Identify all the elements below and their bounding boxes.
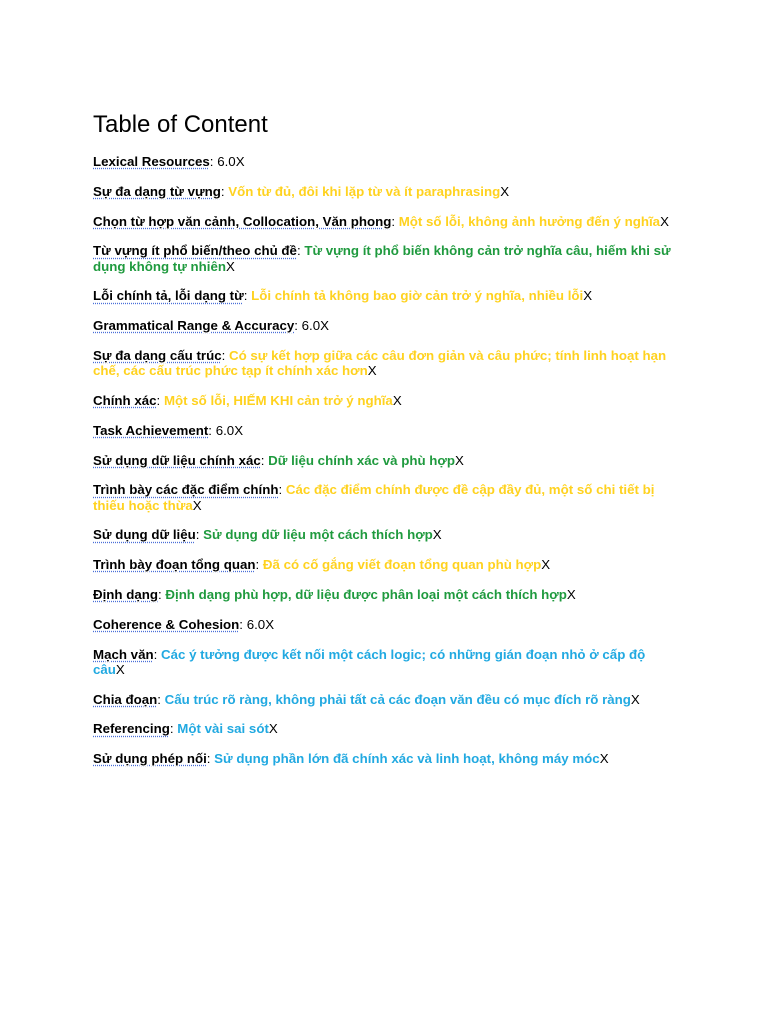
criterion-row	[93, 393, 673, 408]
criterion-row	[93, 288, 673, 303]
criterion-row	[93, 527, 673, 542]
x-mark: X	[432, 527, 442, 543]
section-heading-row	[93, 318, 673, 333]
criterion-feedback: Một số lỗi, không ảnh hưởng đến ý nghĩa	[398, 213, 661, 229]
section-heading: Task Achievement	[93, 422, 209, 438]
document-page	[93, 110, 673, 781]
separator: :	[260, 452, 269, 468]
criterion-row	[93, 751, 673, 766]
separator: :	[391, 213, 399, 229]
separator: :	[294, 318, 302, 334]
criterion-label: Sự đa dạng từ vựng	[93, 183, 221, 199]
criterion-feedback: Các ý tưởng được kết nối một cách logic; có những gián đoạn nhỏ ở cấp độ câu	[93, 646, 646, 677]
criterion-label: Trình bày các đặc điểm chính	[93, 482, 279, 498]
criterion-feedback: Dữ liệu chính xác và phù hợp	[268, 452, 455, 468]
criterion-label: Chính xác	[93, 392, 157, 408]
x-mark: X	[630, 691, 640, 707]
criterion-feedback: Sử dụng phần lớn đã chính xác và linh hoạt, không máy móc	[214, 751, 600, 767]
section-score: 6.0	[301, 318, 321, 334]
section-score: 6.0	[215, 422, 235, 438]
criterion-feedback: Có sự kết hợp giữa các câu đơn giản và câu phức; tính linh hoạt hạn chế, các cấu trúc phức tạp ít chính xác hơn	[93, 347, 667, 379]
criterion-row	[93, 647, 673, 677]
x-mark: X	[367, 363, 377, 379]
criterion-row	[93, 721, 673, 736]
x-mark: X	[500, 183, 510, 199]
criterion-feedback: Vốn từ đủ, đôi khi lặp từ và ít paraphrasing	[228, 183, 501, 199]
criterion-row	[93, 243, 673, 273]
criterion-feedback: Từ vựng ít phổ biến không cản trở nghĩa câu, hiếm khi sử dụng không tự nhiên	[93, 243, 671, 274]
criteria-list	[93, 154, 673, 766]
section-heading-row	[93, 617, 673, 632]
criterion-row	[93, 184, 673, 199]
section-score: 6.0	[246, 616, 266, 632]
separator: :	[208, 422, 216, 438]
criterion-label: Sử dụng dữ liệu	[93, 527, 196, 543]
x-mark: X	[268, 721, 278, 737]
criterion-feedback: Cấu trúc rõ ràng, không phải tất cả các đoạn văn đều có mục đích rõ ràng	[164, 691, 631, 707]
criterion-row	[93, 692, 673, 707]
criterion-row	[93, 214, 673, 229]
x-mark: X	[454, 452, 464, 468]
separator: :	[278, 482, 286, 498]
section-heading: Lexical Resources	[93, 154, 210, 169]
criterion-label: Chọn từ hợp văn cảnh, Collocation, Văn phong	[93, 213, 392, 229]
criterion-label: Sử dụng dữ liệu chính xác	[93, 452, 261, 468]
section-score: 6.0	[217, 154, 236, 169]
separator: :	[156, 392, 164, 408]
x-mark: X	[234, 422, 244, 438]
separator: :	[153, 646, 161, 662]
criterion-label: Chia đoạn	[93, 691, 158, 707]
x-mark: X	[265, 616, 275, 632]
criterion-label: Lỗi chính tả, lỗi dạng từ	[93, 288, 244, 304]
x-mark: X	[225, 258, 235, 274]
separator: :	[195, 527, 204, 543]
separator: :	[221, 347, 229, 363]
separator: :	[209, 154, 218, 169]
criterion-feedback: Một số lỗi, HIẾM KHI cản trở ý nghĩa	[163, 392, 393, 408]
criterion-label: Trình bày đoạn tổng quan	[93, 557, 256, 573]
x-mark: X	[583, 288, 593, 304]
criterion-feedback: Lỗi chính tả không bao giờ cản trở ý nghĩa, nhiều lỗi	[251, 288, 584, 304]
x-mark: X	[320, 318, 330, 334]
separator: :	[296, 243, 305, 259]
page-title: Table of Content	[93, 111, 268, 138]
x-mark: X	[115, 661, 125, 677]
separator: :	[220, 183, 229, 199]
criterion-label: Referencing	[93, 721, 170, 737]
criterion-row	[93, 587, 673, 602]
section-heading-row	[93, 423, 673, 438]
section-heading: Grammatical Range & Accuracy	[93, 318, 295, 334]
separator: :	[158, 586, 166, 602]
criterion-label: Mạch văn	[93, 646, 154, 662]
criterion-row	[93, 453, 673, 468]
x-mark: X	[599, 751, 609, 767]
separator: :	[206, 751, 215, 767]
section-heading: Coherence & Cohesion	[93, 616, 240, 632]
separator: :	[157, 691, 165, 707]
x-mark: X	[192, 497, 202, 513]
criterion-feedback: Đã có cố gắng viết đoạn tổng quan phù hợp	[262, 557, 542, 573]
x-mark: X	[392, 392, 402, 408]
criterion-feedback: Một vài sai sót	[177, 721, 269, 737]
criterion-feedback: Định dạng phù hợp, dữ liệu được phân loại một cách thích hợp	[165, 586, 567, 602]
criterion-label: Từ vựng ít phổ biến/theo chủ đề	[93, 243, 297, 259]
criterion-row	[93, 348, 673, 378]
separator: :	[169, 721, 178, 737]
separator: :	[255, 557, 263, 573]
criterion-feedback: Sử dụng dữ liệu một cách thích hợp	[203, 527, 433, 543]
criterion-row	[93, 557, 673, 572]
separator: :	[243, 288, 252, 304]
x-mark: X	[235, 154, 245, 169]
criterion-label: Sự đa dạng cấu trúc	[93, 347, 222, 363]
criterion-label: Định dạng	[93, 586, 158, 602]
criterion-row	[93, 482, 673, 512]
x-mark: X	[566, 586, 576, 602]
section-heading-row	[93, 154, 673, 169]
separator: :	[239, 616, 247, 632]
x-mark: X	[660, 213, 669, 229]
x-mark: X	[541, 557, 551, 573]
criterion-feedback: Các đặc điểm chính được đề cập đầy đủ, một số chi tiết bị thiếu hoặc thừa	[93, 482, 655, 513]
criterion-label: Sử dụng phép nối	[93, 751, 207, 767]
